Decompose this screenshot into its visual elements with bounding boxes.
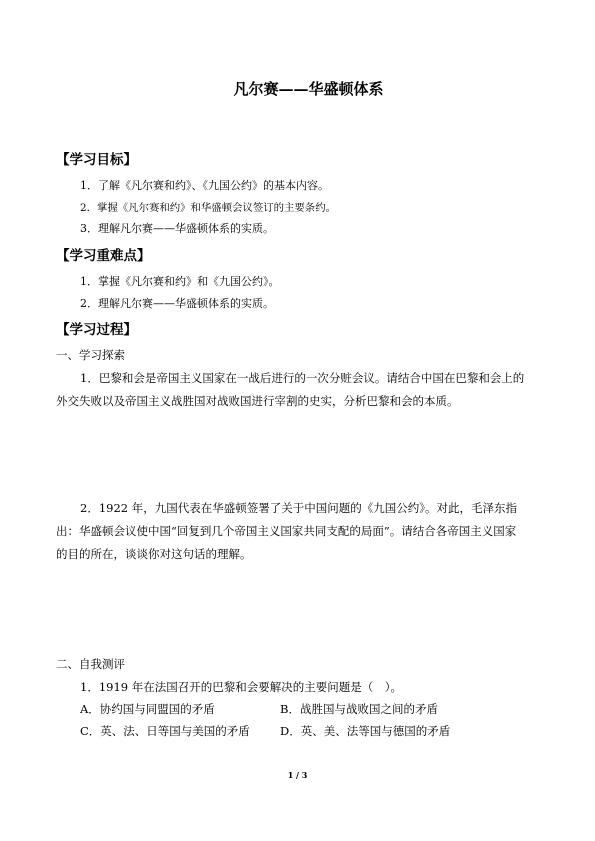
goals-item-3: 3．理解凡尔赛——华盛顿体系的实质。 <box>80 222 274 235</box>
question-1-line-2: 外交失败以及帝国主义战胜国对战败国进行宰割的史实，分析巴黎和会的本质。 <box>56 394 459 408</box>
option-b: B．战胜国与战败国之间的矛盾 <box>280 702 438 716</box>
page-number: 1 / 3 <box>287 770 308 780</box>
question-1-line-1: 1．巴黎和会是帝国主义国家在一战后进行的一次分赃会议。请结合中国在巴黎和会上的 <box>80 371 525 385</box>
key-points-item-2: 2．理解凡尔赛——华盛顿体系的实质。 <box>80 297 274 310</box>
key-points-heading: 【学习重难点】 <box>56 248 151 264</box>
question-2-line-1: 2．1922 年，九国代表在华盛顿签署了关于中国问题的《九国公约》。对此，毛泽东指 <box>80 501 517 515</box>
self-test-question-1: 1．1919 年在法国召开的巴黎和会要解决的主要问题是（ ）。 <box>80 680 402 694</box>
key-points-item-1: 1．掌握《凡尔赛和约》和《九国公约》。 <box>80 275 280 288</box>
process-heading: 【学习过程】 <box>56 322 137 338</box>
self-test-heading: 二、自我测评 <box>56 657 125 671</box>
option-d: D．英、美、法等国与德国的矛盾 <box>280 724 451 738</box>
question-2-line-3: 的目的所在，谈谈你对这句话的理解。 <box>56 547 252 561</box>
option-c: C．英、法、日等国与美国的矛盾 <box>80 724 250 738</box>
question-2-line-2: 出：华盛顿会议使中国“回复到几个帝国主义国家共同支配的局面”。请结合各帝国主义国家 <box>56 524 517 538</box>
goals-item-1: 1．了解《凡尔赛和约》、《九国公约》的基本内容。 <box>80 179 329 192</box>
option-a: A．协约国与同盟国的矛盾 <box>80 702 215 716</box>
goals-heading: 【学习目标】 <box>56 152 137 168</box>
page-title: 凡尔赛——华盛顿体系 <box>233 80 384 98</box>
explore-heading: 一、学习探索 <box>56 348 125 362</box>
goals-item-2: 2．掌握《凡尔赛和约》和华盛顿会议签订的主要条约。 <box>80 202 336 214</box>
